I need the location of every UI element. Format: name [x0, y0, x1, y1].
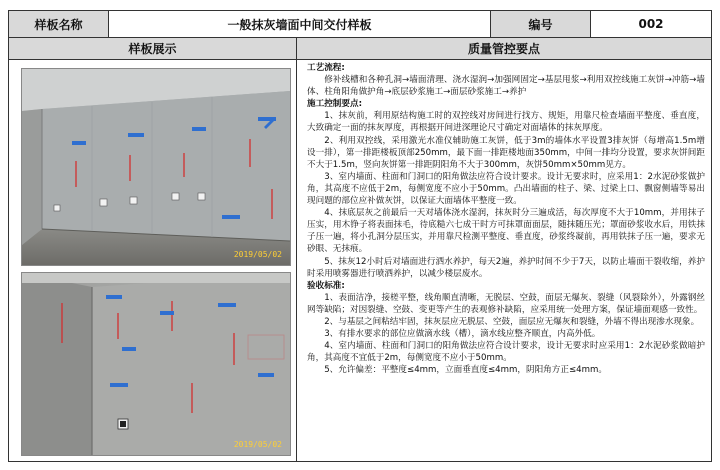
quality-control-content — [297, 60, 711, 461]
control-item: 2、利用双控线，采用激光水准仪辅助施工灰饼，低于3m的墙体水平设置3排灰饼（每增高1.5m增设一排），第一排距楼板顶部250mm，最下面一排距楼地面350mm，中间一排均分设置，要求灰饼间距不大于1.5m，竖向灰饼第一排距阴阳角不大于300mm，灰饼50mm×50mm见方。 — [307, 135, 705, 170]
sample-sheet — [8, 10, 712, 462]
photo-date-stamp-1: 2019/05/02 — [233, 250, 282, 259]
label-quality-points: 质量管控要点 — [297, 38, 711, 60]
control-item: 4、抹底层灰之前最后一天对墙体浇水湿润，抹灰时分三遍成活，每次厚度不大于10mm，并用抹子压实，用木铮子将表面抹毛，待底糙六七成干时方可抹罩面面层，随抹随压光；罩面砂浆收水后，用铁抹子压一遍，将小孔洞分层压实，并用靠尺检测平整度、垂直度，砂浆终凝前，再用铁抹子压一遍，要求无砂眼、无抹痕。 — [307, 208, 705, 255]
sample-title: 一般抹灰墙面中间交付样板 — [109, 11, 491, 38]
wall-photo-2 — [21, 272, 291, 456]
header-row — [9, 11, 711, 38]
process-heading: 工艺流程: — [307, 63, 345, 73]
subheader-row — [9, 38, 711, 60]
control-item: 3、室内墙面、柱面和门洞口的阳角做法应符合设计要求。设计无要求时，应采用1：2水泥砂浆做护角，其高度不应低于2m，每侧宽度不应小于50mm。凸出墙面的柱子、梁、过梁上口、飘窗侧墙等易出现问题的部位应补做灰饼，以保证大面墙体平整度一致。 — [307, 171, 705, 207]
photo-date-stamp-2: 2019/05/02 — [233, 440, 282, 449]
label-sample-display: 样板展示 — [9, 38, 297, 60]
acceptance-item: 2、与基层之间粘结牢固，抹灰层应无脱层、空鼓，面层应无爆灰和裂缝，外墙不得出现渗水现象。 — [324, 316, 700, 327]
acceptance-item: 5、允许偏差：平整度≤4mm，立面垂直度≤4mm，阴阳角方正≤4mm。 — [324, 365, 607, 376]
acceptance-heading: 验收标准: — [307, 280, 345, 291]
sample-number: 002 — [591, 11, 711, 38]
acceptance-item: 3、有排水要求的部位应做滴水线（槽），滴水线应整齐顺直，内高外低。 — [324, 329, 601, 340]
process-text: 修补线槽和各种孔洞→墙面清理、浇水湿润→加强网固定→基层甩浆→利用双控线施工灰饼→冲筋→墙体、柱角阳角做护角→底层砂浆施工→面层砂浆施工→养护 — [307, 75, 705, 98]
acceptance-item: 1、表面洁净，接槎平整，线角顺直清晰，无脱层、空鼓，面层无爆灰、裂缝（风裂除外），外露钢丝网等缺陷；对因裂缝、空鼓、变更等产生的表观修补缺陷，应采用统一处理方案，保证墙面观感一致性。 — [307, 292, 705, 315]
acceptance-item: 4、室内墙面、柱面和门洞口的阳角做法应符合设计要求，设计无要求时应采用1：2水泥砂浆做暗护角，其高度不宜低于2m，每侧宽度不应小于50mm。 — [307, 341, 705, 364]
label-sample-name: 样板名称 — [9, 11, 109, 38]
control-item: 5、抹灰12小时后对墙面进行洒水养护，每天2遍，养护时间不少于7天，以防止墙面干裂收缩，养护时采用喷雾器进行喷洒养护，以减少楼层废水。 — [307, 256, 705, 279]
photo-panel — [9, 60, 297, 461]
control-item: 1、抹灰前，利用原结构施工时的双控线对房间进行找方、规矩，用靠尺检查墙面平整度、垂直度，大致确定一面的抹灰厚度，再根据开间进深理论尺寸确定对面墙体的抹灰厚度。 — [307, 111, 705, 134]
wall-photo-1 — [21, 68, 291, 266]
label-number: 编号 — [491, 11, 591, 38]
control-heading: 施工控制要点: — [307, 99, 362, 110]
